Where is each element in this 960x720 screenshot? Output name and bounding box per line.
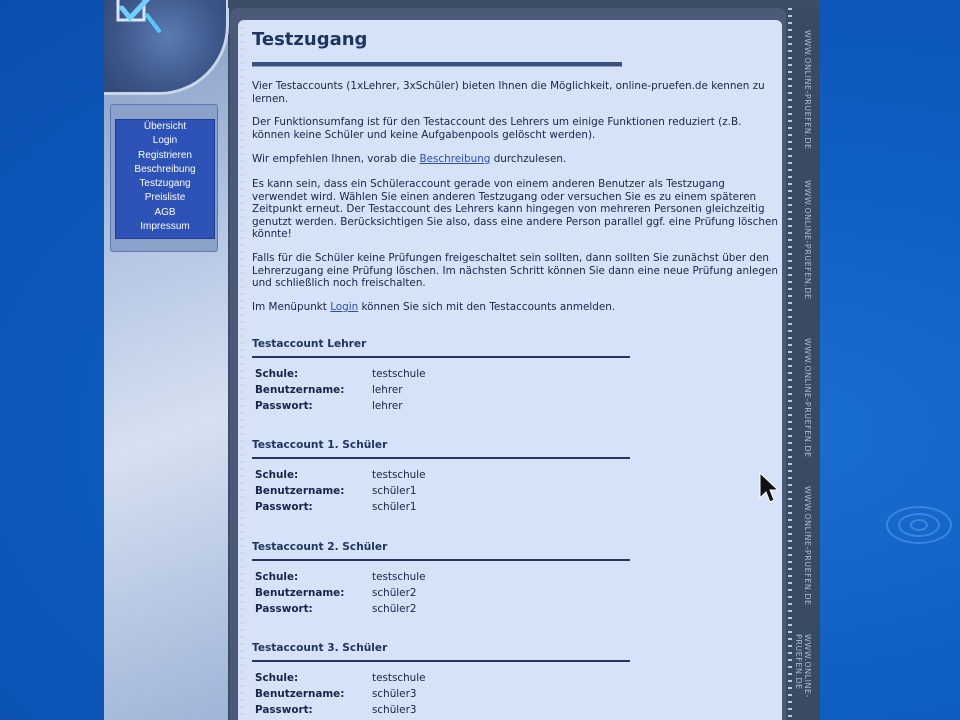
content-panel bbox=[238, 20, 782, 720]
school-value: testschule bbox=[372, 671, 426, 684]
password-row bbox=[252, 499, 632, 515]
school-label: Schule: bbox=[255, 468, 299, 481]
username-row bbox=[252, 686, 632, 702]
password-label: Passwort: bbox=[255, 703, 313, 716]
beschreibung-link[interactable]: Beschreibung bbox=[419, 153, 491, 165]
exam-paragraph: Falls für die Schüler keine Prüfungen freigeschaltet sein sollten, dann sollten Sie zunächst über den Lehrerzugang eine Prüfung löschen. Im nächsten Schritt können Sie dann eine neue Prüfung anlegen und schließlich noch freischalten. bbox=[252, 252, 778, 290]
password-row bbox=[252, 601, 632, 617]
main-navigation bbox=[110, 104, 218, 252]
top-bar bbox=[228, 0, 820, 8]
username-label: Benutzername: bbox=[255, 383, 345, 396]
site-logo[interactable] bbox=[104, 0, 229, 95]
school-row bbox=[252, 670, 632, 686]
school-value: testschule bbox=[372, 570, 426, 583]
login-link[interactable]: Login bbox=[330, 301, 359, 313]
username-label: Benutzername: bbox=[255, 586, 345, 599]
username-row bbox=[252, 585, 632, 601]
school-label: Schule: bbox=[255, 671, 299, 684]
mouse-pointer-icon bbox=[758, 472, 780, 504]
password-row bbox=[252, 398, 632, 414]
content-frame bbox=[230, 8, 786, 720]
account-title: Testaccount 3. Schüler bbox=[252, 642, 388, 654]
username-row bbox=[252, 483, 632, 499]
school-row bbox=[252, 569, 632, 585]
left-column bbox=[104, 0, 228, 720]
username-row bbox=[252, 382, 632, 398]
nav-item-agb[interactable]: AGB bbox=[154, 206, 176, 218]
vertical-watermark: WWW.ONLINE-PRUEFEN.DE bbox=[803, 486, 812, 606]
vertical-watermark: WWW.ONLINE-PRUEFEN.DE bbox=[803, 338, 812, 458]
recommend-text-post: durchzulesen. bbox=[490, 153, 567, 165]
account-title: Testaccount 1. Schüler bbox=[252, 439, 388, 451]
password-label: Passwort: bbox=[255, 399, 313, 412]
intro-paragraph: Vier Testaccounts (1xLehrer, 3xSchüler) bieten Ihnen die Möglichkeit, online-pruefen.de kennen zu lernen. bbox=[252, 80, 765, 105]
function-paragraph: Der Funktionsumfang ist für den Testaccount des Lehrers um einige Funktionen reduziert (z.B. können keine Schüler und keine Aufgabenpools gelöscht werden). bbox=[252, 116, 742, 141]
desktop-ripple bbox=[910, 519, 928, 531]
school-row bbox=[252, 366, 632, 382]
login-text-pre: Im Menüpunkt bbox=[252, 301, 331, 313]
right-decorative-strip bbox=[786, 8, 820, 720]
school-value: testschule bbox=[372, 367, 426, 380]
school-value: testschule bbox=[372, 468, 426, 481]
school-row bbox=[252, 467, 632, 483]
username-value: schüler1 bbox=[372, 484, 417, 497]
account-title: Testaccount 2. Schüler bbox=[252, 541, 388, 553]
checkmark-logo-icon bbox=[116, 0, 162, 34]
nav-item-preisliste[interactable]: Preisliste bbox=[144, 192, 186, 204]
username-value: lehrer bbox=[372, 383, 403, 396]
dotted-border bbox=[240, 20, 245, 720]
password-value: lehrer bbox=[372, 399, 403, 412]
vertical-watermark: WWW.ONLINE-PRUEFEN.DE bbox=[794, 634, 812, 698]
username-value: schüler2 bbox=[372, 586, 417, 599]
username-label: Benutzername: bbox=[255, 484, 345, 497]
password-row bbox=[252, 702, 632, 718]
title-underline bbox=[252, 62, 622, 67]
nav-item-impressum[interactable]: Impressum bbox=[140, 221, 190, 233]
warning-paragraph: Es kann sein, dass ein Schüleraccount gerade von einem anderen Benutzer als Testzugang verwendet wird. Wählen Sie einen anderen Testzugang oder versuchen Sie es zu einem späteren Zeitpunkt erneut. Der Testaccount des Lehrers kann hingegen von mehreren Personen gleichzeitig genutzt werden. Berücksichtigen Sie also, dass eine andere Person parallel ggf. eine Prüfung löschen könnte! bbox=[252, 178, 778, 241]
school-label: Schule: bbox=[255, 367, 299, 380]
username-value: schüler3 bbox=[372, 687, 417, 700]
browser-page bbox=[104, 0, 820, 720]
account-student-2 bbox=[252, 541, 632, 617]
account-teacher bbox=[252, 338, 632, 414]
password-label: Passwort: bbox=[255, 500, 313, 513]
account-student-3 bbox=[252, 642, 632, 718]
username-label: Benutzername: bbox=[255, 687, 345, 700]
password-value: schüler1 bbox=[372, 500, 417, 513]
account-student-1 bbox=[252, 439, 632, 515]
recommend-text-pre: Wir empfehlen Ihnen, vorab die bbox=[252, 153, 420, 165]
password-value: schüler2 bbox=[372, 602, 417, 615]
nav-item-registrieren[interactable]: Registrieren bbox=[138, 149, 192, 161]
nav-item-beschreibung[interactable]: Beschreibung bbox=[134, 163, 196, 175]
recommend-paragraph bbox=[252, 153, 782, 166]
vertical-watermark: WWW.ONLINE-PRUEFEN.DE bbox=[803, 180, 812, 300]
account-title: Testaccount Lehrer bbox=[252, 338, 367, 350]
nav-item-testzugang[interactable]: Testzugang bbox=[139, 178, 191, 190]
nav-item-uebersicht[interactable]: Übersicht bbox=[143, 121, 187, 132]
password-label: Passwort: bbox=[255, 602, 313, 615]
nav-item-login[interactable]: Login bbox=[152, 135, 178, 147]
password-value: schüler3 bbox=[372, 703, 417, 716]
navigation-menu bbox=[115, 119, 215, 239]
school-label: Schule: bbox=[255, 570, 299, 583]
page-title: Testzugang bbox=[252, 29, 368, 50]
login-paragraph bbox=[252, 301, 782, 314]
vertical-watermark: WWW.ONLINE-PRUEFEN.DE bbox=[803, 30, 812, 150]
login-text-post: können Sie sich mit den Testaccounts anmelden. bbox=[358, 301, 616, 313]
dotted-border bbox=[788, 8, 792, 720]
